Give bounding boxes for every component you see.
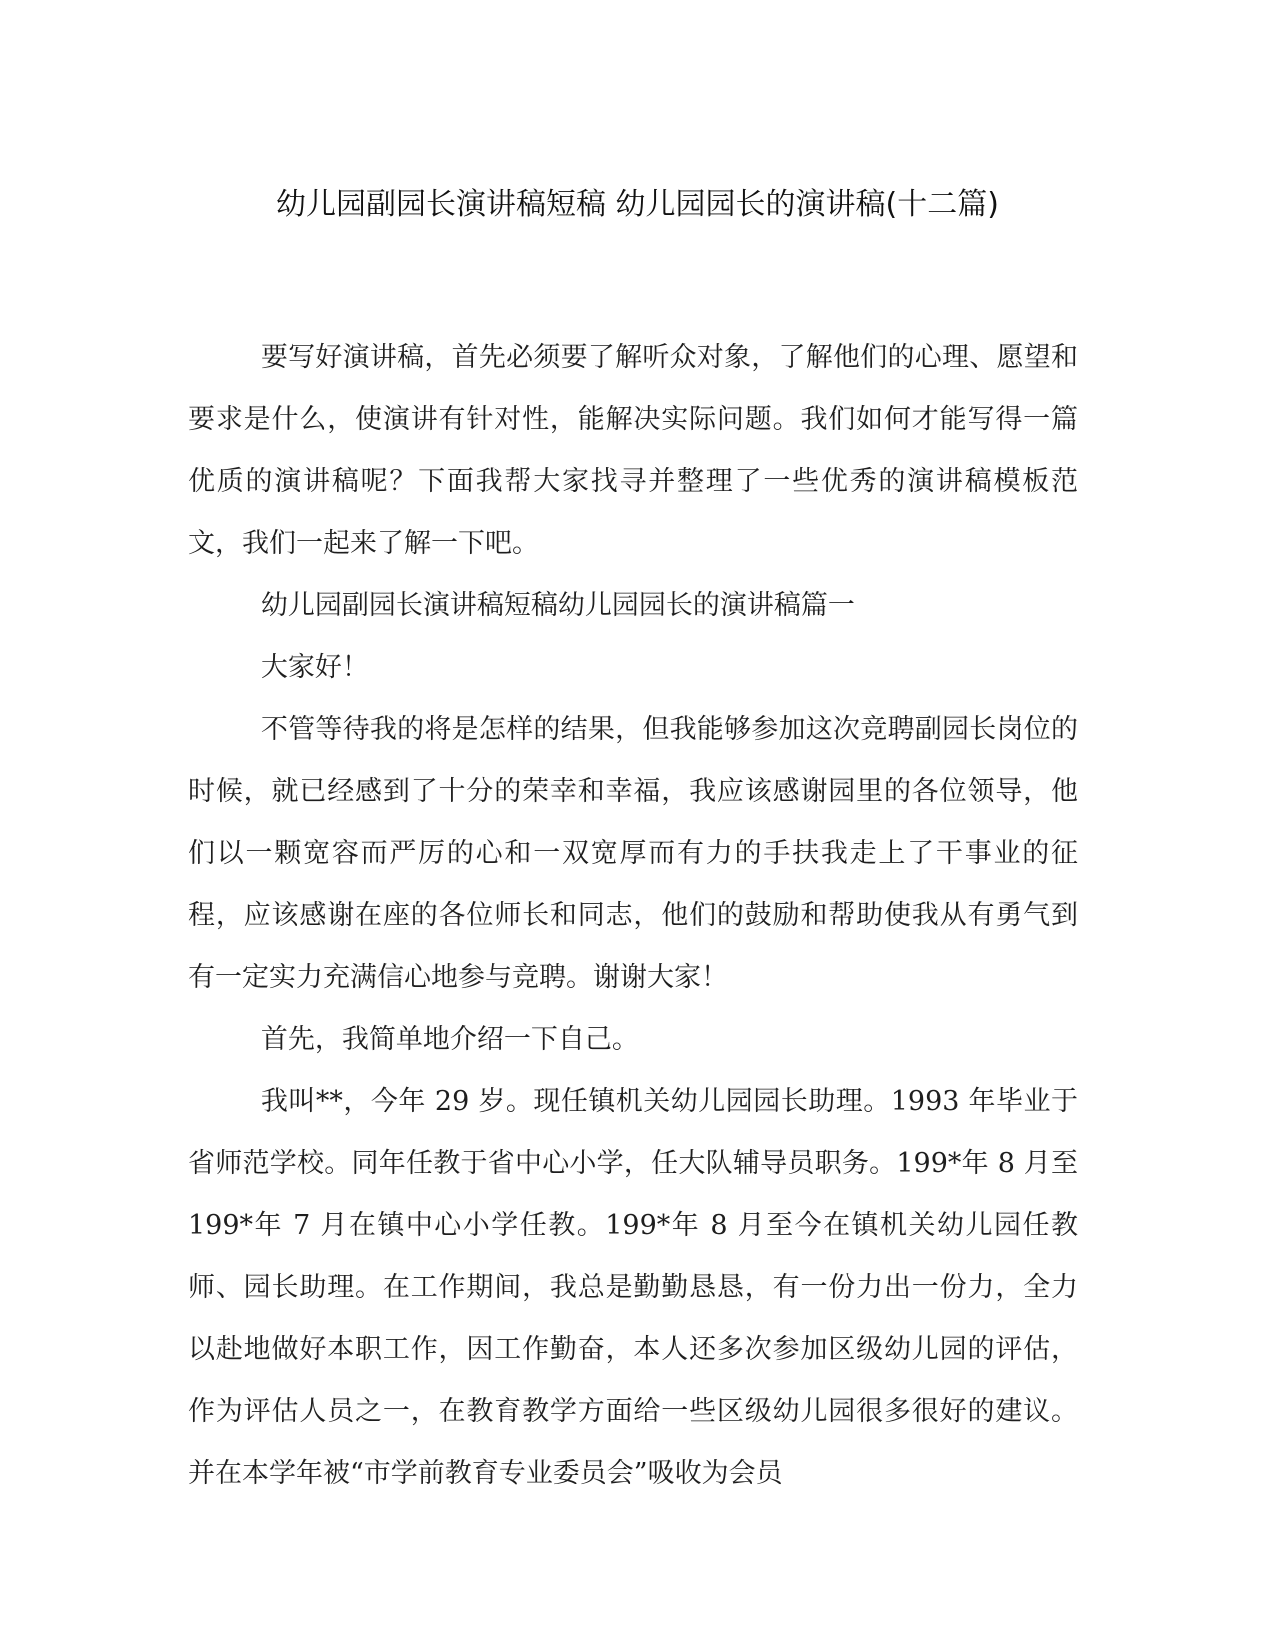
paragraph-biography: 我叫**，今年 29 岁。现任镇机关幼儿园园长助理。1993 年毕业于省师范学校。同年任教于省中心小学，任大队辅导员职务。199*年 8 月至 199*年 7 月在镇中心小学任教。199*年 8 月至今在镇机关幼儿园任教师、园长助理。在工作期间，我总是勤勤恳恳，有一份力出一份力，全力以赴地做好本职工作，因工作勤奋，本人还多次参加区级幼儿园的评估，作为评估人员之一，在教育教学方面给一些区级幼儿园很多很好的建议。并在本学年被“市学前教育专业委员会”吸收为会员: [188, 1086, 1078, 1489]
document-body: [188, 327, 1078, 1505]
paragraph-greeting: 大家好！: [260, 652, 369, 683]
paragraph-thanks: 不管等待我的将是怎样的结果，但我能够参加这次竞聘副园长岗位的时候，就已经感到了十分的荣幸和幸福，我应该感谢园里的各位领导，他们以一颗宽容而严厉的心和一双宽厚而有力的手扶我走上了干事业的征程，应该感谢在座的各位师长和同志，他们的鼓励和帮助使我从有勇气到有一定实力充满信心地参与竞聘。谢谢大家！: [188, 714, 1078, 993]
paragraph-intro: 要写好演讲稿，首先必须要了解听众对象，了解他们的心理、愿望和要求是什么，使演讲有针对性，能解决实际问题。我们如何才能写得一篇优质的演讲稿呢？下面我帮大家找寻并整理了一些优秀的演讲稿模板范文，我们一起来了解一下吧。: [188, 342, 1078, 559]
paragraph-self-intro: 首先，我简单地介绍一下自己。: [260, 1024, 639, 1055]
document-title: 幼儿园副园长演讲稿短稿 幼儿园园长的演讲稿(十二篇): [276, 187, 999, 222]
paragraph-section-heading: 幼儿园副园长演讲稿短稿幼儿园园长的演讲稿篇一: [260, 590, 855, 621]
